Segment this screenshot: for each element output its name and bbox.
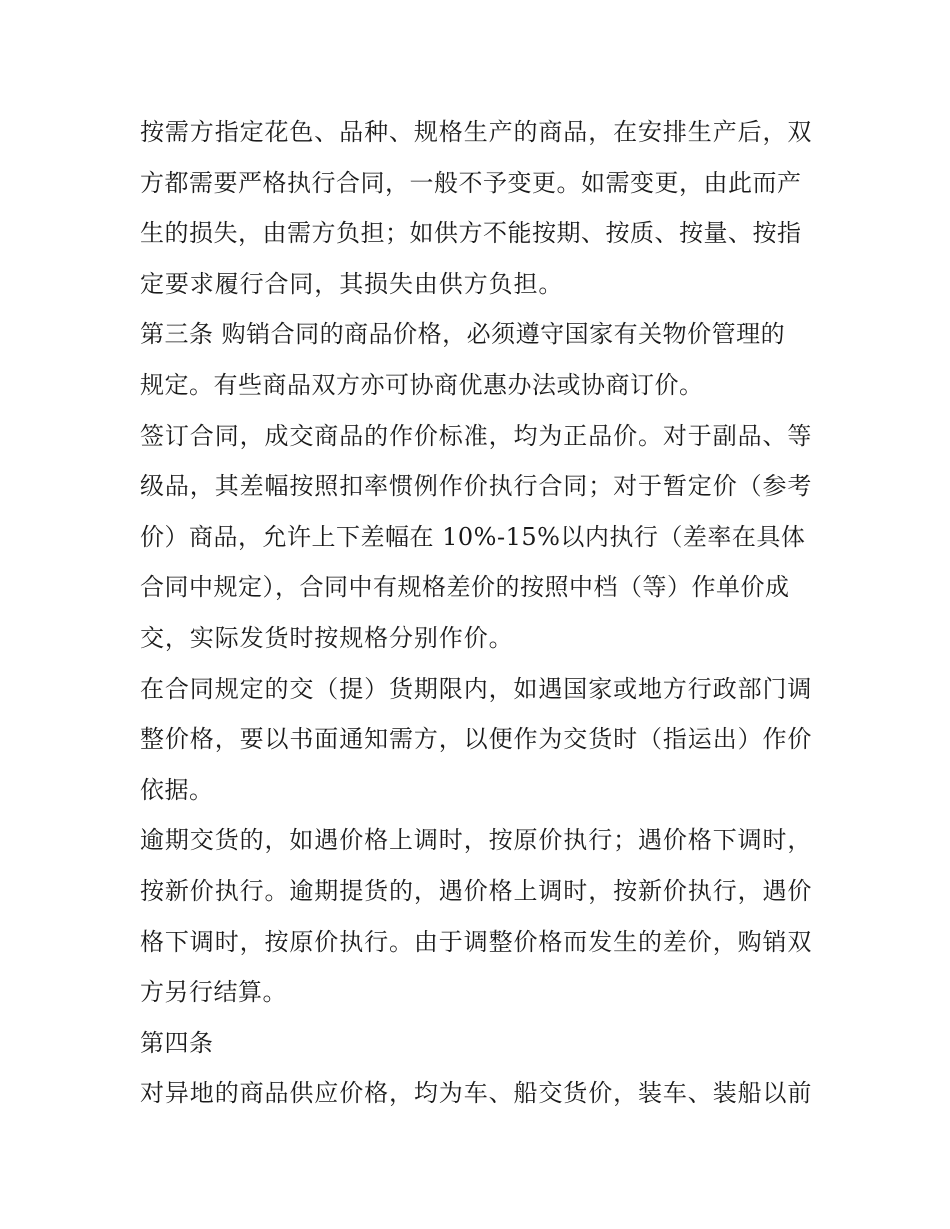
text-line: 整价格，要以书面通知需方，以便作为交货时（指运出）作价 [140, 725, 813, 754]
text-line: 按需方指定花色、品种、规格生产的商品，在安排生产后，双 [140, 118, 813, 146]
text-line: 合同中规定），合同中有规格差价的按照中档（等）作单价成 [140, 573, 790, 602]
text-line: 签订合同，成交商品的作价标准，均为正品价。对于副品、等 [140, 421, 813, 450]
text-line: 按新价执行。逾期提货的，遇价格上调时，按新价执行，遇价 [140, 876, 813, 905]
text-line: 定要求履行合同，其损失由供方负担。 [140, 269, 564, 298]
text-line: 对异地的商品供应价格，均为车、船交货价，装车、装船以前 [140, 1079, 813, 1108]
text-line: 级品，其差幅按照扣率惯例作价执行合同；对于暂定价（参考 [140, 472, 813, 501]
text-line: 格下调时，按原价执行。由于调整价格而发生的差价，购销双 [140, 927, 813, 956]
text-line: 规定。有些商品双方亦可协商优惠办法或协商订价。 [140, 370, 704, 399]
article-heading-line: 第三条 购销合同的商品价格，必须遵守国家有关物价管理的 [140, 320, 786, 349]
article-heading: 第四条 [140, 1028, 214, 1057]
text-line: 生的损失，由需方负担；如供方不能按期、按质、按量、按指 [140, 219, 802, 248]
text-line: 方都需要严格执行合同，一般不予变更。如需变更，由此而产 [140, 168, 802, 197]
text-line: 交，实际发货时按规格分别作价。 [140, 623, 514, 652]
text-line: 依据。 [140, 775, 214, 804]
text-line: 逾期交货的，如遇价格上调时，按原价执行；遇价格下调时， [140, 826, 813, 855]
text-line: 价）商品，允许上下差幅在 10%-15%以内执行（差率在具体 [140, 522, 806, 551]
text-line: 方另行结算。 [140, 978, 287, 1007]
document-page [140, 107, 812, 1119]
text-line: 在合同规定的交（提）货期限内，如遇国家或地方行政部门调 [140, 674, 813, 703]
